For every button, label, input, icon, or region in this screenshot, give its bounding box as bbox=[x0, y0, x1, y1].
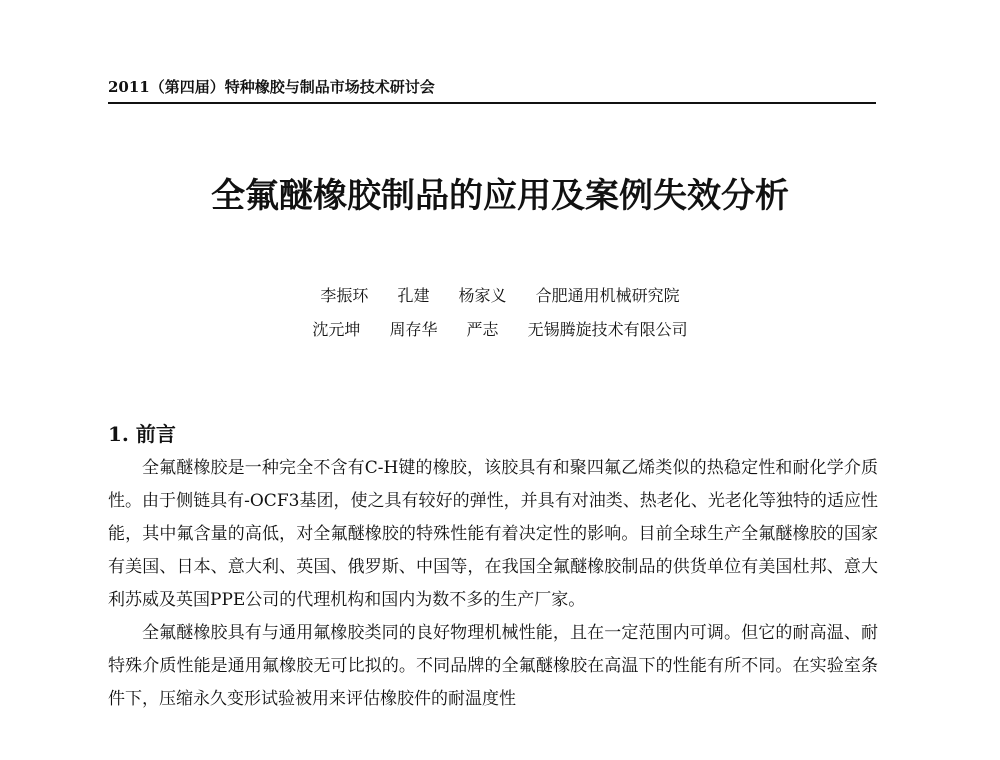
paper-title: 全氟醚橡胶制品的应用及案例失效分析 bbox=[211, 176, 789, 216]
author-affiliation: 无锡腾旋技术有限公司 bbox=[527, 320, 688, 339]
header-rule bbox=[108, 102, 876, 104]
author-name: 杨家义 bbox=[458, 286, 507, 305]
authors-line-1 bbox=[0, 284, 1000, 308]
author-name: 孔建 bbox=[397, 286, 430, 305]
authors-line-2 bbox=[0, 318, 1000, 342]
author-name: 李振环 bbox=[320, 286, 369, 305]
author-affiliation: 合肥通用机械研究院 bbox=[535, 286, 680, 305]
body-paragraph: 全氟醚橡胶具有与通用氟橡胶类同的良好物理机械性能，且在一定范围内可调。但它的耐高温、耐特殊介质性能是通用氟橡胶无可比拟的。不同品牌的全氟醚橡胶在高温下的性能有所不同。在实验室条件下，压缩永久变形试验被用来评估橡胶件的耐温度性 bbox=[108, 623, 878, 709]
author-name: 周存华 bbox=[389, 320, 438, 339]
author-name: 严志 bbox=[466, 320, 499, 339]
author-name: 沈元坤 bbox=[312, 320, 361, 339]
section-heading: 1. 前言 bbox=[108, 422, 176, 446]
section-body bbox=[108, 452, 878, 716]
body-paragraph: 全氟醚橡胶是一种完全不含有C-H键的橡胶，该胶具有和聚四氟乙烯类似的热稳定性和耐化学介质性。由于侧链具有-OCF3基团，使之具有较好的弹性，并具有对油类、热老化、光老化等独特的适应性能，其中氟含量的高低，对全氟醚橡胶的特殊性能有着决定性的影响。目前全球生产全氟醚橡胶的国家有美国、日本、意大利、英国、俄罗斯、中国等，在我国全氟醚橡胶制品的供货单位有美国杜邦、意大利苏威及英国PPE公司的代理机构和国内为数不多的生产厂家。 bbox=[108, 458, 878, 610]
running-header: 2011（第四届）特种橡胶与制品市场技术研讨会 bbox=[108, 78, 435, 96]
